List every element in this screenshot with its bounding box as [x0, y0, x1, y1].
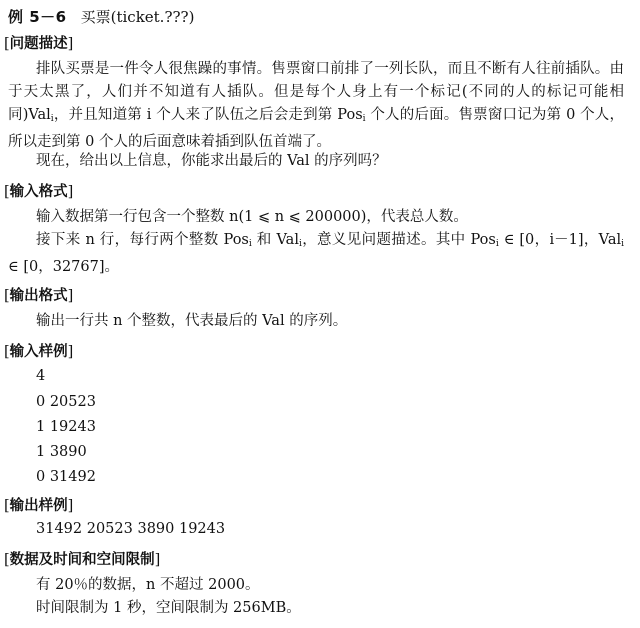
sample-output-heading-text: 输出样例 [9, 498, 68, 514]
input-format-paragraph-1: 输入数据第一行包含一个整数 n(1 ⩽ n ⩽ 200000)，代表总人数。 [36, 209, 468, 225]
sample-output-line: 31492 20523 3890 19243 [36, 521, 226, 537]
sample-input-heading-text: 输入样例 [9, 344, 68, 360]
sample-input-line: 0 31492 [36, 469, 96, 485]
output-format-paragraph: 输出一行共 n 个整数，代表最后的 Val 的序列。 [36, 313, 348, 329]
sample-input-line: 4 [36, 368, 46, 384]
sample-input-line: 1 19243 [36, 419, 96, 435]
example-number: 例 5－6 [8, 8, 67, 26]
sample-output-heading: [输出样例] [4, 498, 74, 514]
description-paragraph-1: 排队买票是一件令人很焦躁的事情。售票窗口前排了一列长队，而且不断有人往前插队。由于天太黑了，人们并不知道有人插队。但是每个人身上有一个标记(不同的人的标记可能相同)Val$_i$，并且知道第 i 个人来了队伍之后会走到第 Pos$_i$ 个人的后面。售票窗口记为第 0 个人，所以走到第 0 个人的后面意味着插到队伍首端了。 [8, 61, 624, 150]
limits-heading-text: 数据及时间和空间限制 [9, 552, 155, 568]
problem-name: 买票(ticket.???) [80, 8, 195, 26]
sample-input-line: 0 20523 [36, 394, 96, 410]
description-heading: [问题描述] [4, 36, 74, 52]
sample-input-heading: [输入样例] [4, 344, 74, 360]
input-format-heading-text: 输入格式 [9, 184, 68, 200]
output-format-heading-text: 输出格式 [9, 288, 68, 304]
input-format-heading: [输入格式] [4, 184, 74, 200]
limits-paragraph-1: 有 20％的数据，n 不超过 2000。 [36, 577, 260, 593]
description-heading-text: 问题描述 [9, 36, 68, 52]
sample-input-line: 1 3890 [36, 444, 87, 460]
output-format-heading: [输出格式] [4, 288, 74, 304]
limits-paragraph-2: 时间限制为 1 秒，空间限制为 256MB。 [36, 600, 301, 616]
description-paragraph-2: 现在，给出以上信息，你能求出最后的 Val 的序列吗？ [36, 153, 387, 169]
input-format-paragraph-2: 接下来 n 行，每行两个整数 Pos$_i$ 和 Val$_i$，意义见问题描述。其中 Pos$_i$ ∈ [0，i－1]，Val$_i$ ∈ [0，32767]。 [8, 232, 624, 275]
problem-title [8, 6, 194, 27]
limits-heading: [数据及时间和空间限制] [4, 552, 161, 568]
